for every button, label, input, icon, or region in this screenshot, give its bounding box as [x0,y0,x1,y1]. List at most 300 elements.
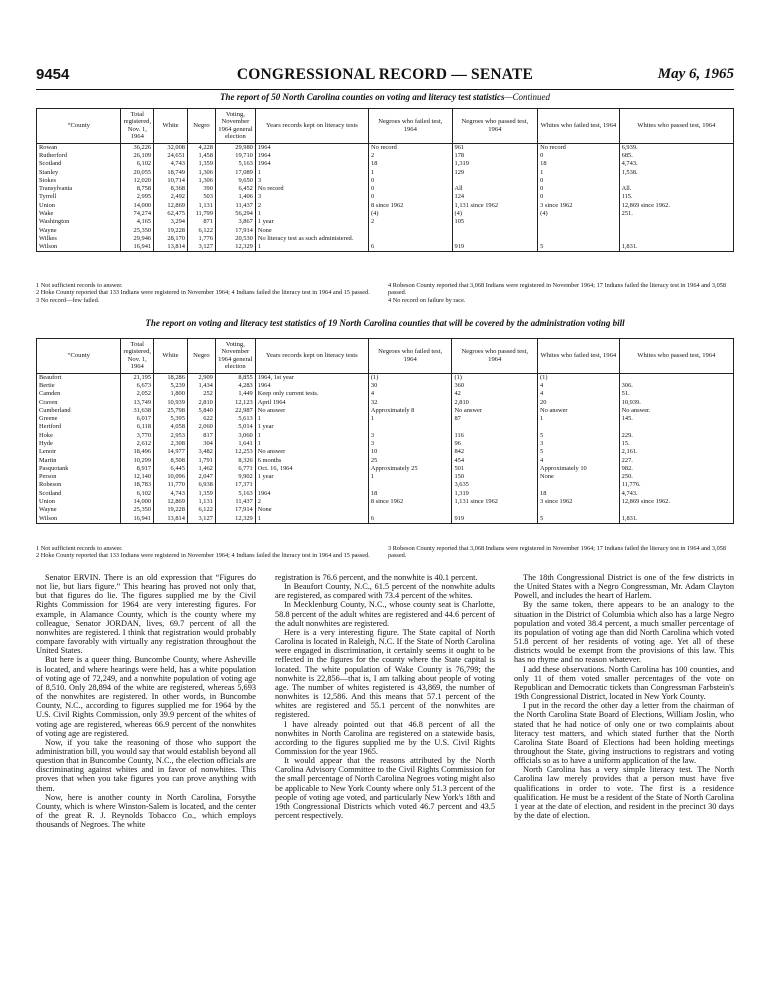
table-cell [452,235,538,243]
table-cell: 454 [452,457,538,465]
column-header: Voting, November 1964 general election [215,109,255,144]
table-cell: 1,306 [188,177,216,185]
table-cell [538,218,620,226]
paragraph: Now, here is another county in North Carolina, Forsythe County, which is where Winston-Salem is located, and the center of the great R. J. Reynolds Tobacco Co., which employs thousands of Negroes. The white [36,792,256,830]
table-row [37,465,734,473]
footnote: 4 No record on failure by race. [388,296,466,304]
table-cell [538,506,620,514]
table-cell: 0 [538,185,620,193]
table-cell: 919 [452,515,538,524]
table-cell: 685. [619,152,733,160]
table-cell [369,227,452,235]
table-row [37,193,734,201]
paragraph: It would appear that the reasons attributed by the North Carolina Advisory Committee to the Civil Rights Commission for the small percentage of North Carolina Negroes voting might also be applicable to New York County where only 51.3 percent of the people of voting age voted, and particularly New York's 18th and 19th Congressional Districts which voted 46.7 percent and 43.5 percent respectively. [275,756,495,821]
table-cell: 2 [255,498,368,506]
table-cell: 105 [452,218,538,226]
table-cell: 12,020 [121,177,154,185]
column-header: Whites who failed test, 1964 [538,339,620,374]
table-cell: 4 [538,390,620,398]
table-cell: 3,770 [121,432,154,440]
table-cell: 5,163 [215,490,255,498]
table-cell: 8 since 1962 [369,202,452,210]
table-cell: 5,395 [154,415,188,423]
table-cell: April 1964 [255,399,368,407]
table-cell: 22,987 [215,407,255,415]
table-cell: 1964 [255,143,368,152]
table-row [37,440,734,448]
table-cell: 10 [368,448,452,456]
table-cell: All. [619,185,733,193]
table-cell: 2,492 [154,193,188,201]
county-cell: Martin [37,457,121,465]
county-cell: Wake [37,210,121,218]
table-cell: 20,055 [121,169,154,177]
table-cell: 1,131 [188,202,216,210]
county-cell: Stanley [37,169,121,177]
table-cell: 5,613 [215,415,255,423]
table-cell [619,373,733,382]
county-cell: Scotland [37,160,121,168]
table-cell: (4) [369,210,452,218]
table-cell: 17,914 [215,506,255,514]
column-header: Whites who passed test, 1964 [619,109,733,144]
table-row [37,382,734,390]
table1-footnotes [36,282,734,312]
county-cell: Washington [37,218,121,226]
table-cell: 3 [255,193,368,201]
publication-date: May 6, 1965 [657,66,734,82]
table-cell: 19,228 [154,227,188,235]
table-cell: Approximately 25 [368,465,452,473]
table-cell: 304 [187,440,215,448]
table-cell: 3 [538,440,620,448]
table-row [37,423,734,431]
table-cell: 1 [255,415,368,423]
table-cell: 251. [619,210,733,218]
column-header: White [154,109,188,144]
column-header: Years records kept on literacy tests [255,109,368,144]
body-column-1 [36,573,256,829]
county-cell: Tyrrell [37,193,121,201]
table-cell: 6,939. [619,143,733,152]
table-cell: 6,452 [215,185,255,193]
table-cell: 1 [368,415,452,423]
table-cell: 19,710 [215,152,255,160]
county-cell: Craven [37,399,121,407]
table-cell: 18 [538,160,620,168]
table-cell [538,481,620,489]
footnote: 1 Not sufficient records to answer. [36,282,123,289]
table-cell [369,235,452,243]
table-cell: 0 [369,185,452,193]
page-number: 9454 [36,66,70,83]
table-cell: 1,449 [215,390,255,398]
county-cell: Pasquotank [37,465,121,473]
table-cell: 9,650 [215,177,255,185]
table-cell: 5,014 [215,423,255,431]
table-cell: 32,008 [154,143,188,152]
table-cell: 4,743 [154,490,188,498]
table-cell: No literacy test as such administered. [255,235,368,243]
paragraph: registration is 76.6 percent, and the nonwhite is 40.1 percent. [275,573,478,582]
table-cell: 4,058 [154,423,188,431]
table-row [37,243,734,252]
table-cell: 12,869 since 1962. [619,498,733,506]
table-cell: 0 [369,193,452,201]
table-cell: 145. [619,415,733,423]
table-cell: 3,127 [187,515,215,524]
body-column-3 [514,573,734,820]
table-cell: 1 [255,210,368,218]
table-cell: 4,283 [215,382,255,390]
column-header: White [154,339,188,374]
table-cell: 31,638 [121,407,154,415]
table-row [37,235,734,243]
table-cell: 227. [619,457,733,465]
column-header: “County [37,109,121,144]
table-cell [368,423,452,431]
table-cell: 51. [619,390,733,398]
table-cell: 3,127 [188,243,216,252]
table-row [37,143,734,152]
table-cell: 11,776. [619,481,733,489]
table-cell: 229. [619,432,733,440]
body-column-2 [275,573,495,820]
table-cell: 1,831. [619,243,733,252]
table-cell: 6,673 [121,382,154,390]
table-cell: 6 [369,243,452,252]
table-cell [538,423,620,431]
table-cell: 2 [255,202,368,210]
table-cell: No record [538,143,620,152]
column-header: Negroes who passed test, 1964 [452,109,538,144]
table-cell: 2 [369,218,452,226]
table-cell: 19,228 [154,506,188,514]
table2-header-row [37,339,734,374]
table-row [37,218,734,226]
column-header: Negroes who failed test, 1964 [369,109,452,144]
table-cell: 8,508 [154,457,188,465]
county-cell: Camden [37,390,121,398]
table-row [37,152,734,160]
table-cell: 1 [538,169,620,177]
table-cell: 2,052 [121,390,154,398]
table-cell: 6,017 [121,415,154,423]
table-cell: 10,939 [154,399,188,407]
table-cell: 2,612 [121,440,154,448]
publication-title: CONGRESSIONAL RECORD — SENATE [236,66,534,83]
table-cell: 1 year [255,218,368,226]
table-cell: 871 [188,218,216,226]
table-cell: 42 [452,390,538,398]
table-row [37,481,734,489]
table-cell: 0 [538,152,620,160]
table-cell: 4 [538,457,620,465]
table-cell: No answer [538,407,620,415]
table-cell: 6,771 [215,465,255,473]
table-row [37,473,734,481]
table-cell: 1964 [255,382,368,390]
table-cell: 1 [255,432,368,440]
table-cell: 6 months [255,457,368,465]
table-cell [619,235,733,243]
table-cell: 1,538. [619,169,733,177]
table-cell: 6,938 [187,481,215,489]
table-cell: No answer [255,448,368,456]
table-cell: Approximately 10 [538,465,620,473]
table-cell: 1 [255,243,368,252]
table-cell: 6,102 [121,160,154,168]
header-rule [36,89,734,90]
table-cell: 12,253 [215,448,255,456]
table-cell: 1964 [255,160,368,168]
paragraph: North Carolina has a very simple literacy test. The North Carolina law merely provides that a person must have five qualifications in order to vote. The first is a residence qualification. He must be a resident of the State of North Carolina 1 year at the date of election, and resident in the precinct 30 days by the date of election. [514,765,734,821]
table-cell: 25,350 [121,506,154,514]
table-cell: 2,161. [619,448,733,456]
county-cell: Greene [37,415,121,423]
table-cell: 5,840 [187,407,215,415]
table-cell: 62,475 [154,210,188,218]
table-cell: 3 since 1962 [538,498,620,506]
table-cell: 4,743 [154,160,188,168]
table1 [36,108,734,252]
table-cell: 0 [538,177,620,185]
table-cell: No answer [255,407,368,415]
column-header: Negroes who failed test, 1964 [368,339,452,374]
table-cell: 1 [368,473,452,481]
table-cell: 2,995 [121,193,154,201]
table-cell: 1 [538,415,620,423]
table-row [37,457,734,465]
table-cell: 30 [368,382,452,390]
column-header: Total registered, Nov. 1, 1964 [121,339,154,374]
table-cell: 18,783 [121,481,154,489]
footnote: 4 Robeson County reported that 3,068 Indians were registered in November 1964; 17 Indians failed the literacy test in 1964 and 3,058 passed. [388,282,727,297]
table-cell: 8,917 [121,465,154,473]
table-cell: 12,869 [154,498,188,506]
footnote: 3 No record—few failed. [36,296,100,304]
table-cell: None [538,473,620,481]
table-cell: 3,482 [187,448,215,456]
table-cell [538,235,620,243]
county-cell: Lenoir [37,448,121,456]
table-cell: 25,350 [121,227,154,235]
table-cell: 3,060 [215,432,255,440]
table-cell [452,177,538,185]
table-cell: 2,047 [187,473,215,481]
table-cell: 25 [368,457,452,465]
table-cell: 13,749 [121,399,154,407]
county-cell: Bertie [37,382,121,390]
table-cell: Approximately 8 [368,407,452,415]
table-cell: 8,368 [154,185,188,193]
table-row [37,210,734,218]
table-cell: 20,530 [215,235,255,243]
table-row [37,227,734,235]
table-cell: 5 [538,243,620,252]
county-cell: Wilson [37,243,121,252]
table-cell: 2,909 [187,373,215,382]
table-row [37,169,734,177]
table-cell: 0 [538,193,620,201]
table-cell: 96 [452,440,538,448]
table-cell: 12,329 [215,243,255,252]
table-cell: 150 [452,473,538,481]
table-cell: 3 [255,177,368,185]
paragraph: I have already pointed out that 46.8 percent of all the nonwhites in North Carolina are registered on a statewide basis, according to the figures supplied me by the U.S. Civil Rights Commission for the year 1965. [275,719,495,756]
table-cell: 1,791 [187,457,215,465]
table-cell: 501 [452,465,538,473]
table-cell: 14,000 [121,202,154,210]
table-row [37,432,734,440]
table-cell: 982. [619,465,733,473]
table-cell: 18,286 [154,373,188,382]
page-header [36,66,734,86]
table-cell: 5 [538,515,620,524]
table-cell: 2,953 [154,432,188,440]
table-row [37,373,734,382]
table-cell: No record [369,143,452,152]
table-cell: 11,799 [188,210,216,218]
table-cell: 2,308 [154,440,188,448]
table-row [37,390,734,398]
table-cell: 116 [452,432,538,440]
table-cell [619,218,733,226]
table-cell: 8,326 [215,457,255,465]
paragraph: I add these observations. North Carolina has 100 counties, and only 11 of them voted smaller percentages of the vote on Republican and Democratic tickets than Congressman Farbstein's 19th Congressional District, located in New York County. [514,664,734,702]
table-cell: 74,274 [121,210,154,218]
table-cell: None [255,227,368,235]
table-cell: Keep only current tests. [255,390,368,398]
table-cell: 1 year [255,423,368,431]
table-cell: 20 [538,399,620,407]
table-cell: 14,000 [121,498,154,506]
table-cell: 1,306 [188,169,216,177]
county-cell: Hoke [37,432,121,440]
paragraph: I put in the record the other day a letter from the chairman of the North Carolina State Board of Elections, William Joslin, who stated that he had notice of only one or two complaints about literacy test matters, and which stated further that the North Carolina State Board of Elections had been holding meetings throughout the State, giving instructions to registrars and voting officials so as to have a uniform application of the law. [514,701,734,766]
table-cell: 18,749 [154,169,188,177]
table-cell: No answer [452,407,538,415]
county-cell: Rowan [37,143,121,152]
table-cell: 2,060 [187,423,215,431]
table-cell [538,227,620,235]
table-cell: 961 [452,143,538,152]
paragraph: The 18th Congressional District is one of the few districts in the United States with a Negro Congressman, Mr. Adam Clayton Powell, and includes the heart of Harlem. [514,573,734,601]
column-header: Voting, November 1964 general election [215,339,255,374]
table-cell: 1,131 [187,498,215,506]
table-cell: 1,359 [188,160,216,168]
table-cell: 4,743. [619,160,733,168]
table-cell: 14,977 [154,448,188,456]
table-cell: (1) [538,373,620,382]
table-cell: 29,946 [121,235,154,243]
table-cell: 6,102 [121,490,154,498]
table-cell: 178 [452,152,538,160]
table-cell: 2,810 [452,399,538,407]
table-cell: 29,980 [215,143,255,152]
county-cell: Wilson [37,515,121,524]
table-cell: 3,294 [154,218,188,226]
table-cell [619,177,733,185]
column-header: “County [37,339,121,374]
table-cell: 17,371 [215,481,255,489]
table-cell: (4) [538,210,620,218]
table-cell: 115. [619,193,733,201]
table-cell [452,423,538,431]
table-cell [619,423,733,431]
county-cell: Wayne [37,227,121,235]
table-cell: 8,758 [121,185,154,193]
column-header: Whites who passed test, 1964 [619,339,733,374]
table-cell: 817 [187,432,215,440]
table-cell [368,481,452,489]
table-cell: 1 [255,440,368,448]
county-cell: Beaufort [37,373,121,382]
table-cell: (4) [452,210,538,218]
table-row [37,506,734,514]
county-cell: Transylvania [37,185,121,193]
county-cell: Scotland [37,490,121,498]
table-cell: 12,140 [121,473,154,481]
county-cell: Rutherford [37,152,121,160]
table-cell: 3 [368,432,452,440]
table-cell: 12,869 [154,202,188,210]
table-cell: 1,776 [188,235,216,243]
footnote: 1 Not sufficient records to answer. [36,545,123,552]
table-cell: 124 [452,193,538,201]
table-cell [452,227,538,235]
footnote: 3 Robeson County reported that 3,068 Indians were registered in November 1964; 17 Indians failed the literacy test in 1964 and 3,058 passed. [388,545,727,560]
table-cell: 8,855 [215,373,255,382]
table-cell: 9,902 [215,473,255,481]
table-cell: 503 [188,193,216,201]
table-cell: 18 [538,490,620,498]
table-cell: 1964 [255,152,368,160]
table-cell: 919 [452,243,538,252]
table-cell: 16,941 [121,243,154,252]
table-cell: 1,831. [619,515,733,524]
table-cell: 1,319 [452,490,538,498]
county-cell: Person [37,473,121,481]
table-cell: No answer. [619,407,733,415]
table-cell: 1,434 [187,382,215,390]
table-cell: 8 since 1962 [368,498,452,506]
table-cell: No record [255,185,368,193]
table-cell [255,481,368,489]
table-cell: 6,118 [121,423,154,431]
table-cell: 129 [452,169,538,177]
table-row [37,490,734,498]
table-cell: 1,406 [215,193,255,201]
table-cell: (1) [452,373,538,382]
table-cell: 1964, 1st year [255,373,368,382]
table-cell: 17,089 [215,169,255,177]
county-cell: Hyde [37,440,121,448]
table-cell: 10,299 [121,457,154,465]
table-cell: 4 [538,382,620,390]
table1-header-row [37,109,734,144]
table-row [37,448,734,456]
table-cell: 13,814 [154,243,188,252]
table-cell: 622 [187,415,215,423]
column-header: Negroes who passed test, 1964 [452,339,538,374]
paragraph: By the same token, there appears to be an analogy to the situation in the District of Columbia which also has a large Negro population and voted 38.4 percent, a much smaller percentage of its population of voting age than did North Carolina which voted 51.8 percent of her residents of voting age. Yet all of these districts would be exempt from the provisions of this law. This has no rhyme and no reason whatever. [514,600,734,665]
table-cell: 12,123 [215,399,255,407]
column-header: Negro [188,109,216,144]
table-cell: 18,496 [121,448,154,456]
table-cell: 10,939. [619,399,733,407]
paragraph: Senator ERVIN. There is an old expression that “Figures do not lie, but liars figure.” This hearing has proved not only that, but that figures do lie. The figures supplied me by the Civil Rights Commission for 1964 are very interesting figures. For example, in Alamance County, which is the county where my colleague, Senator JORDAN, lives, 69.7 percent of all the nonwhites are registered. I think that registration would probably compare favorably with virtually any registration throughout the United States. [36,573,256,656]
